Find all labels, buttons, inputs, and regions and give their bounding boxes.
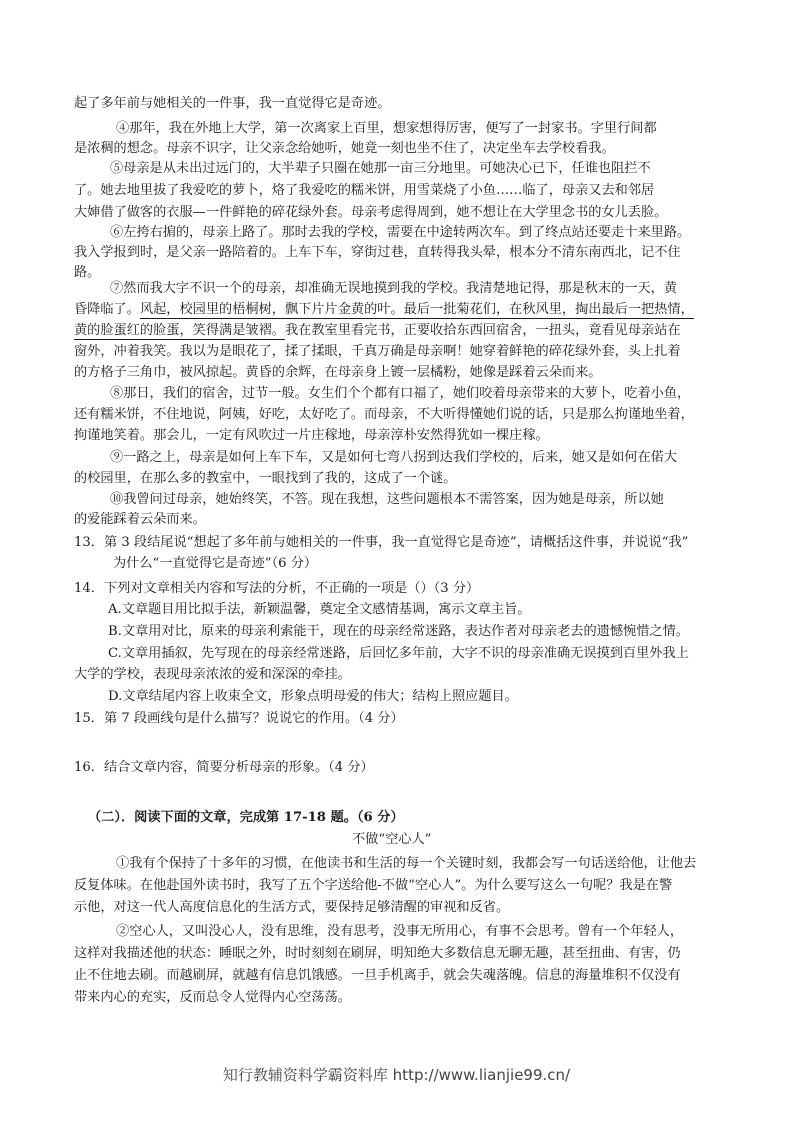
article-title: 不做“空心人” — [352, 832, 432, 847]
article-paragraph-2-line: 带来内心的充实，反而总令人觉得内心空荡荡。 — [74, 990, 351, 1005]
paragraph-6-line: 我入学报到时，是父亲一路陪着的。上车下车，穿街过巷，直转得我头晕，根本分不清东南西北，记不住 — [74, 245, 681, 260]
paragraph-10-line: 的爱能踩着云朵而来。 — [74, 512, 206, 527]
option-c: 大学的学校，表现母亲浓浓的爱和深深的牵挂。 — [74, 667, 351, 682]
option-c: C.文章用插叙，先写现在的母亲经常迷路，后回忆多年前，大字不识的母亲准确无误摸到百里外我上 — [108, 646, 689, 661]
paragraph-5-line: ⑤母亲是从未出过远门的，大半辈子只圈在她那一亩三分地里。可她决心已下，任谁也阻拦不 — [110, 161, 651, 176]
paragraph-8-line: 拘谨地笑着。那会儿，一定有风吹过一片庄稼地，母亲淳朴安然得犹如一棵庄稼。 — [74, 428, 549, 443]
article-paragraph-1-line: ①我有个保持了十多年的习惯，在他读书和生活的每一个关键时刻，我都会写一句话送给他，让他去 — [116, 856, 697, 871]
paragraph-4-line: ④那年，我在外地上大学，第一次离家上百里，想家想得厉害，便写了一封家书。字里行间都 — [116, 121, 657, 136]
article-paragraph-1-line: 反复体味。在他赴国外读书时，我写了五个字送给他-不做“空心人”。为什么要写这么一句呢？我是在警 — [74, 878, 673, 893]
paragraph-7-line: 的方格子三角巾，被风掠起。黄昏的余辉，在母亲身上镀一层橘粉，她像是踩着云朵而来。 — [74, 365, 602, 380]
paragraph-7-line — [74, 324, 681, 337]
footer-watermark: 知行教辅资料学霸资料库 http://www.lianjie99.cn/ — [222, 1066, 571, 1084]
paragraph-7-line: 窗外，冲着我笑。我以为是眼花了，揉了揉眼，千真万确是母亲啊！她穿着鲜艳的碎花绿外套，头上扎着 — [74, 344, 681, 359]
article-paragraph-2-line: ②空心人，又叫没心人，没有思维，没有思考，没事无所用心，有事不会思考。曾有一个年轻人， — [116, 924, 684, 939]
paragraph-6-line: ⑥左挎右掮的，母亲上路了。那时去我的学校，需要在中途转两次车。到了终点站还要走十来里路。 — [110, 225, 691, 240]
plain-text: 昏降临了。 — [74, 302, 140, 317]
question-13: 13．第 3 段结尾说“想起了多年前与她相关的一件事，我一直觉得它是奇迹”，请概括这件事，并说说“我” — [74, 535, 689, 550]
article-paragraph-1-line: 示他，对这一代人高度信息化的生活方式，要保持足够清醒的审视和反省。 — [74, 900, 510, 915]
option-a: A.文章题目用比拟手法，新颖温馨，奠定全文感情基调，寓示文章主旨。 — [108, 602, 531, 617]
plain-text: 我在教室里看完书，正要收拾东西回宿舍，一扭头，竟看见母亲站在 — [285, 323, 681, 338]
paragraph-5-line: 大婶借了做客的衣服—一件鲜艳的碎花绿外套。母亲考虑得周到，她不想让在大学里念书的女儿丢脸。 — [74, 205, 668, 220]
paragraph-9-line: 的校园里，在那么多的教室中，一眼找到了我的，这成了一个谜。 — [74, 471, 457, 486]
option-d: D.文章结尾内容上收束全文，形象点明母爱的伟大；结构上照应题目。 — [108, 689, 518, 704]
paragraph-4-line: 是浓稠的想念。母亲不识字，让父亲念给她听，她竟一刻也坐不住了，决定坐车去学校看我。 — [74, 141, 615, 156]
paragraph-7-line — [74, 303, 694, 316]
paragraph-10-line: ⑩我曾问过母亲，她始终笑，不答。现在我想，这些问题根本不需答案，因为她是母亲，所以她 — [110, 492, 664, 507]
question-16: 16．结合文章内容，简要分析母亲的形象。（4 分） — [74, 760, 374, 775]
paragraph-7-line: ⑦然而我大字不识一个的母亲，却准确无误地摸到我的学校。我清楚地记得，那是秋末的一天，黄 — [110, 281, 678, 296]
paragraph-8-line: 还有糯米饼，不住地说，阿姨，好吃，太好吃了。而母亲，不大听得懂她们说的话，只是那么拘谨地坐着， — [74, 407, 694, 422]
question-15: 15．第 7 段画线句是什么描写？说说它的作用。（4 分） — [74, 711, 404, 726]
paragraph-6-line: 路。 — [74, 265, 101, 280]
question-13: 为什么“一直觉得它是奇迹”（6 分） — [113, 556, 318, 571]
article-paragraph-2-line: 止不住地去刷。而越刷屏，就越有信息饥饿感。一旦手机离手，就会失魂落魄。信息的海量堆积不仅没有 — [74, 968, 681, 983]
paragraph-9-line: ⑨一路之上，母亲是如何上车下车，又是如何七弯八拐到达我们学校的，后来，她又是如何在偌大 — [110, 450, 678, 465]
article-paragraph-2-line: 这样对我描述他的状态：睡眠之外，时时刻刻在刷屏，明知绝大多数信息无聊无趣，甚至扭曲、有害，仍 — [74, 946, 681, 961]
option-b: B.文章用对比，原来的母亲利索能干，现在的母亲经常迷路，表达作者对母亲老去的遗憾惋惜之情。 — [108, 624, 689, 639]
paragraph-8-line: ⑧那日，我们的宿舍，过节一般。女生们个个都有口福了，她们咬着母亲带来的大萝卜，吃着小鱼， — [110, 386, 691, 401]
underlined-sentence: 黄的脸蛋红的脸蛋，笑得满是皱褶。 — [74, 323, 285, 338]
section-heading: （二）．阅读下面的文章，完成第 17-18 题。（6 分） — [88, 810, 404, 825]
paragraph-line: 起了多年前与她相关的一件事，我一直觉得它是奇迹。 — [74, 96, 391, 111]
underlined-sentence: 风起，校园里的梧桐树，飘下片片金黄的叶。最后一批菊花们，在秋风里，掏出最后一把热情， — [139, 302, 694, 317]
paragraph-5-line: 了。她去地里拔了我爱吃的萝卜，烙了我爱吃的糯米饼，用雪菜烧了小鱼……临了，母亲又去和邻居 — [74, 183, 655, 198]
question-14: 14．下列对文章相关内容和写法的分析，不正确的一项是（）（3 分） — [74, 581, 480, 596]
